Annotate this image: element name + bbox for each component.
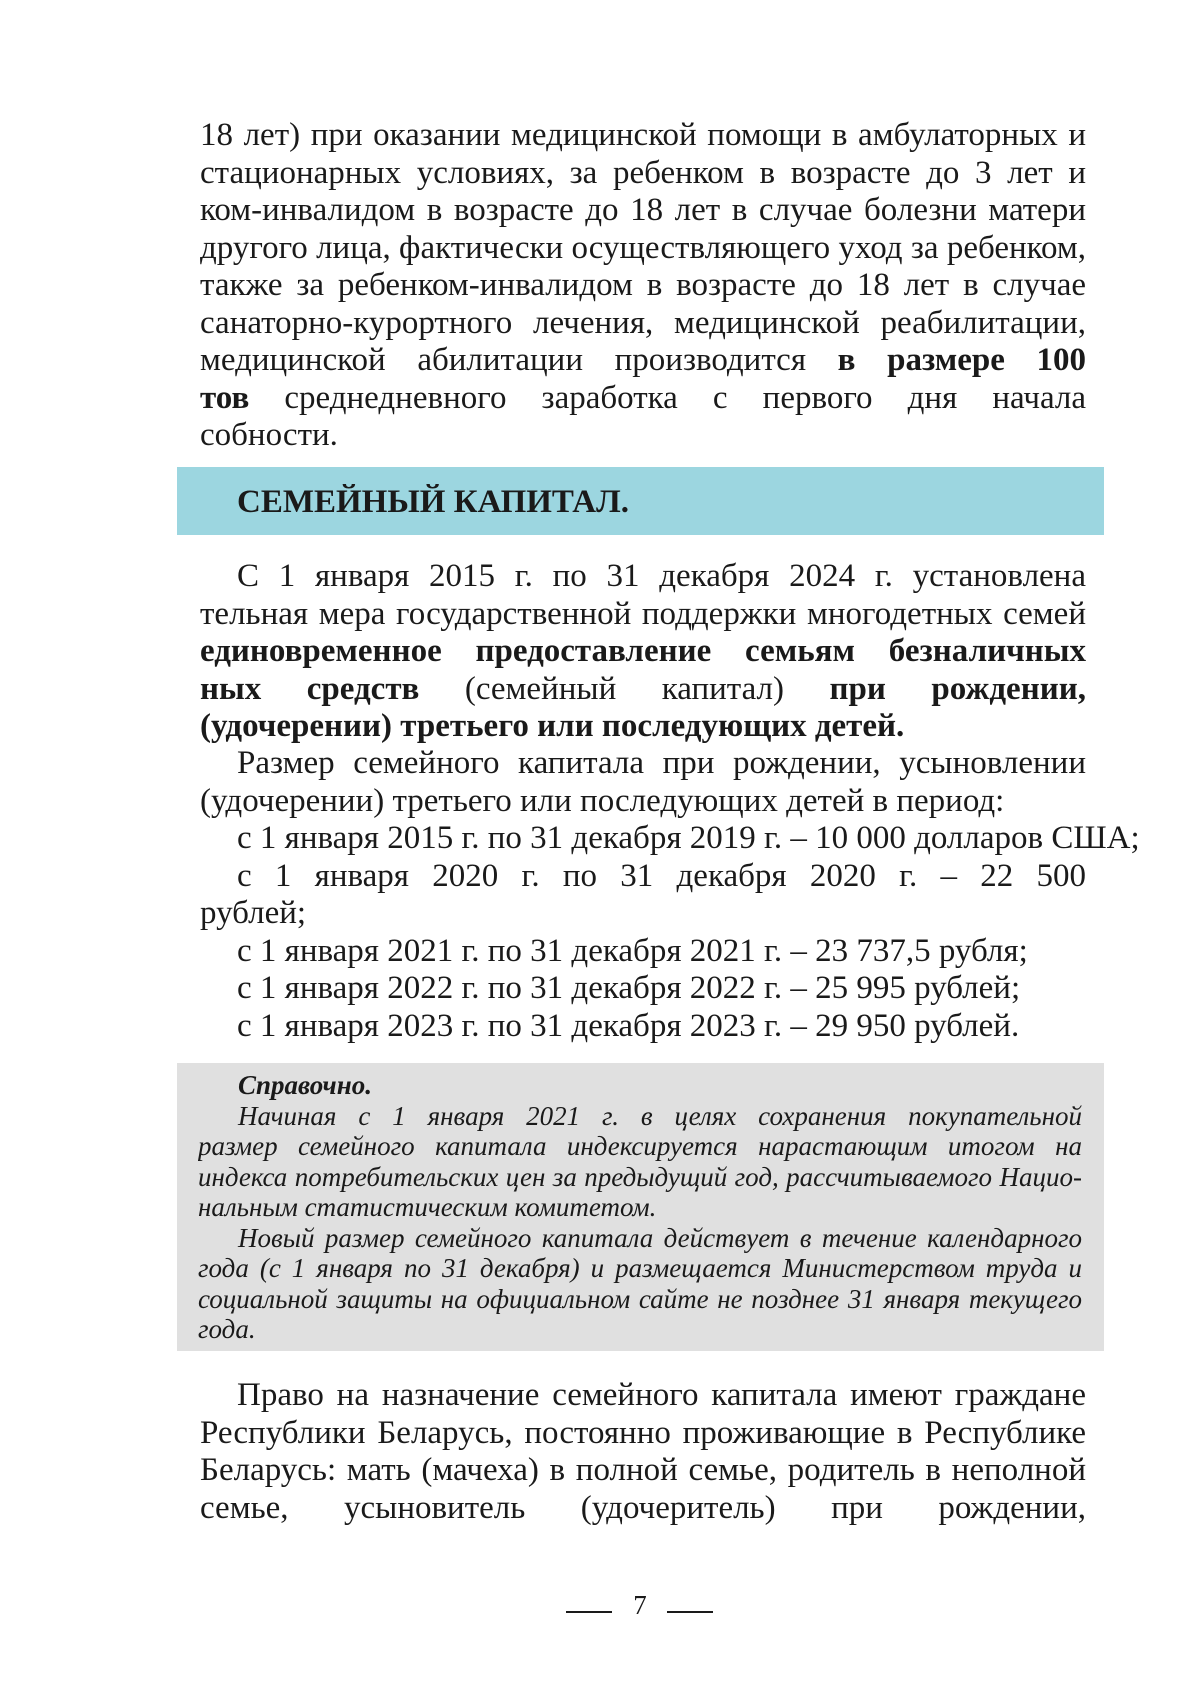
text-line: стационарных условиях, за ребенком в возрасте до 3 лет и bbox=[200, 154, 1086, 191]
bold-fragment: (удочерении) третьего или последующих детей. bbox=[200, 708, 905, 744]
text-line: семье, усыновитель (удочеритель) при рождении, bbox=[200, 1489, 1086, 1526]
note-line: нальным статистическим комитетом. bbox=[198, 1192, 657, 1222]
text-line: также за ребенком-инвалидом в возрасте до 18 лет в случае bbox=[200, 267, 1086, 303]
paragraph-bottom bbox=[200, 1377, 1086, 1527]
amount-item: с 1 января 2023 г. по 31 декабря 2023 г. – 29 950 рублей. bbox=[237, 1007, 1020, 1044]
bold-fragment: ных средств bbox=[200, 670, 420, 707]
reference-note bbox=[198, 1070, 1082, 1345]
text-line: Беларусь: мать (мачеха) в полной семье, родитель в неполной bbox=[200, 1452, 1086, 1488]
text-fragment: среднедневного заработка с первого дня начала bbox=[284, 379, 1086, 416]
text-line: ком-инвалидом в возрасте до 18 лет в случае болезни матери bbox=[200, 192, 1086, 228]
note-line: года. bbox=[198, 1314, 256, 1344]
text-line: (удочерении) третьего или последующих детей в период: bbox=[200, 782, 1005, 819]
bold-fragment: единовременное предоставление семьям безналичных bbox=[200, 633, 1086, 669]
note-line: года (с 1 января по 31 декабря) и размещается Министерством труда и bbox=[198, 1253, 1082, 1283]
amount-item: рублей; bbox=[200, 895, 307, 931]
note-line: социальной защиты на официальном сайте не позднее 31 января текущего bbox=[198, 1283, 1082, 1314]
page-footer bbox=[0, 1587, 1197, 1627]
text-line bbox=[200, 380, 1086, 418]
section-title: СЕМЕЙНЫЙ КАПИТАЛ. bbox=[237, 484, 629, 520]
amount-item: с 1 января 2022 г. по 31 декабря 2022 г. – 25 995 рублей; bbox=[237, 970, 1021, 1006]
bold-fragment: в размере 100 bbox=[837, 342, 1086, 378]
note-line: размер семейного капитала индексируется нарастающим итогом на bbox=[198, 1131, 1082, 1161]
text-line: 18 лет) при оказании медицинской помощи в амбулаторных и bbox=[200, 117, 1086, 153]
text-line bbox=[200, 633, 1086, 671]
footer-rule-left bbox=[566, 1611, 612, 1613]
paragraph-top bbox=[200, 117, 1086, 455]
text-line: другого лица, фактически осуществляющего уход за ребенком, bbox=[200, 229, 1086, 266]
amount-item: с 1 января 2021 г. по 31 декабря 2021 г. – 23 737,5 рубля; bbox=[237, 932, 1028, 969]
paragraph-amounts bbox=[200, 745, 1140, 1045]
note-line: Начиная с 1 января 2021 г. в целях сохранения покупательной bbox=[238, 1100, 1082, 1131]
text-line: Размер семейного капитала при рождении, усыновлении bbox=[237, 745, 1086, 781]
text-line: тельная мера государственной поддержки многодетных семей bbox=[200, 595, 1086, 632]
text-fragment: медицинской абилитации производится bbox=[200, 342, 838, 378]
text-line: Республики Беларусь, постоянно проживающие в Республике bbox=[200, 1414, 1086, 1451]
text-line: собности. bbox=[200, 417, 338, 453]
text-line: санаторно-курортного лечения, медицинской реабилитации, bbox=[200, 304, 1086, 341]
paragraph-capital bbox=[200, 558, 1086, 746]
bold-fragment: при рождении, bbox=[829, 670, 1086, 707]
text-line bbox=[200, 708, 1086, 746]
note-line: индекса потребительских цен за предыдущий год, рассчитываемого Нацио- bbox=[198, 1161, 1082, 1192]
text-fragment: (семейный капитал) bbox=[419, 670, 830, 707]
note-heading: Справочно. bbox=[238, 1070, 372, 1100]
text-line: Право на назначение семейного капитала имеют граждане bbox=[237, 1377, 1086, 1413]
page-number: 7 bbox=[633, 1590, 647, 1620]
text-line bbox=[200, 342, 1086, 380]
amount-item: с 1 января 2020 г. по 31 декабря 2020 г. – 22 500 bbox=[237, 857, 1086, 894]
text-line bbox=[200, 671, 1086, 709]
footer-rule-right bbox=[667, 1611, 713, 1613]
note-line: Новый размер семейного капитала действует в течение календарного bbox=[238, 1222, 1082, 1253]
bold-fragment: тов bbox=[200, 379, 250, 416]
amount-item: с 1 января 2015 г. по 31 декабря 2019 г. – 10 000 долларов США; bbox=[237, 820, 1140, 856]
text-line: С 1 января 2015 г. по 31 декабря 2024 г. установлена bbox=[237, 558, 1086, 594]
